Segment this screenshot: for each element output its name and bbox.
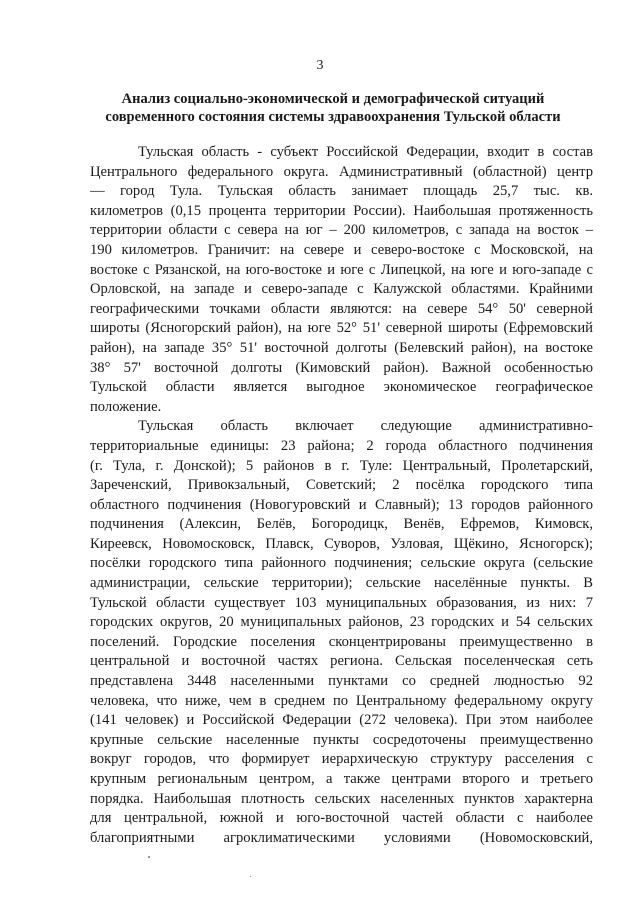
- page-number: 3: [316, 58, 324, 73]
- text-line: Тульской области существует 103 муниципальных образования, из них: 7: [90, 594, 593, 611]
- text-line: Орловской, на западе и северо-западе с Калужской областями. Крайними: [90, 281, 593, 298]
- text-line: положение.: [90, 398, 162, 415]
- text-line: благоприятными агроклиматическими условиями (Новомосковский,: [90, 829, 593, 846]
- text-line: посёлки городского типа районного подчинения; сельские округа (сельские: [90, 555, 593, 572]
- text-line: Тульской области является выгодное экономическое географическое: [90, 379, 593, 396]
- text-line: крупным региональным центром, а также центрами второго и третьего: [90, 771, 593, 787]
- title-line-2: современного состояния системы здравоохранения Тульской области: [105, 109, 561, 125]
- text-line: Киреевск, Новомосковск, Плавск, Суворов, Узловая, Щёкино, Ясногорск);: [90, 535, 593, 552]
- document-body: [90, 143, 593, 848]
- scan-speck: [148, 856, 150, 858]
- text-line: Тульская область - субъект Российской Федерации, входит в состав: [138, 144, 593, 160]
- text-line: 38° 57' восточной долготы (Кимовский район). Важной особенностью: [90, 359, 593, 376]
- paragraph-1: [90, 143, 593, 417]
- document-title: [88, 90, 578, 126]
- text-line: администрации, сельские территории); сельские населённые пункты. В: [90, 575, 593, 592]
- text-line: подчинения (Алексин, Белёв, Богородицк, Венёв, Ефремов, Кимовск,: [90, 516, 593, 533]
- text-line: порядка. Наибольшая плотность сельских населенных пунктов характерна: [90, 790, 593, 807]
- text-line: крупные сельские населенные пункты сосредоточены преимущественно: [90, 731, 593, 748]
- text-line: — город Тула. Тульская область занимает площадь 25,7 тыс. кв.: [90, 183, 593, 200]
- text-line: 190 километров. Граничит: на севере и северо-востоке с Московской, на: [90, 241, 593, 258]
- text-line: территории области с севера на юг – 200 километров, с запада на восток –: [90, 222, 593, 239]
- text-line: центральной и восточной частях региона. Сельская поселенческая сеть: [90, 653, 593, 670]
- text-line: Центрального федерального округа. Административный (областной) центр: [90, 163, 593, 180]
- text-line: (г. Тула, г. Донской); 5 районов в г. Туле: Центральный, Пролетарский,: [90, 457, 593, 474]
- text-line: район), на западе 35° 51' восточной долготы (Белевский район), на востоке: [90, 339, 593, 356]
- text-line: Зареченский, Привокзальный, Советский; 2 посёлка городского типа: [90, 477, 593, 494]
- text-line: широты (Ясногорский район), на юге 52° 51' северной широты (Ефремовский: [90, 320, 593, 337]
- text-line: (141 человек) и Российской Федерации (272 человека). При этом наиболее: [90, 712, 593, 729]
- text-line: человека, что ниже, чем в среднем по Центральному федеральному округу: [90, 692, 593, 709]
- text-line: для центральной, южной и юго-восточной частей области с наиболее: [90, 810, 593, 827]
- text-line: областного подчинения (Новогуровский и Славный); 13 городов районного: [90, 496, 593, 513]
- text-line: территориальные единицы: 23 района; 2 города областного подчинения: [90, 437, 593, 454]
- text-line: километров (0,15 процента территории России). Наибольшая протяженность: [90, 202, 593, 219]
- text-line: городских округов, 20 муниципальных районов, 23 городских и 54 сельских: [90, 614, 593, 631]
- title-line-1: Анализ социально-экономической и демографической ситуаций: [121, 91, 545, 107]
- text-line: поселений. Городские поселения сконцентрированы преимущественно в: [90, 633, 593, 650]
- text-line: представлена 3448 населенными пунктами со средней людностью 92: [90, 673, 593, 690]
- scan-speck: [250, 876, 251, 877]
- text-line: географическими точками области являются: на севере 54° 50' северной: [90, 300, 593, 317]
- text-line: Тульская область включает следующие административно-: [138, 418, 593, 435]
- text-line: вокруг городов, что формирует иерархическую структуру расселения с: [90, 751, 593, 768]
- text-line: востоке с Рязанской, на юго-востоке и юге с Липецкой, на юге и юго-западе с: [90, 261, 593, 278]
- paragraph-2: [90, 417, 593, 848]
